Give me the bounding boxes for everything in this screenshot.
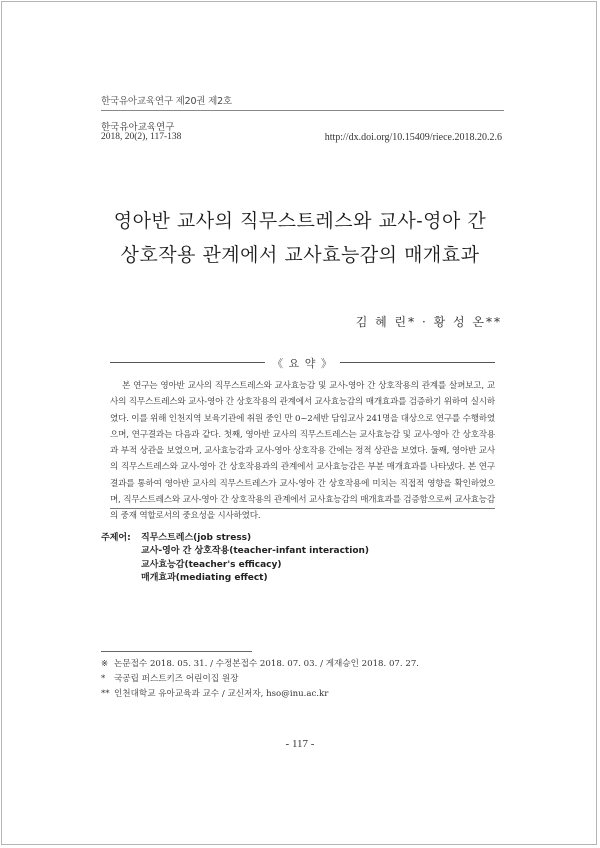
page-number: - 117 -	[285, 738, 315, 750]
keywords-block	[101, 532, 369, 586]
footnote-received: ※ 논문접수 2018. 05. 31. / 수정본접수 2018. 07. 03. / 게재승인 2018. 07. 27.	[101, 659, 420, 669]
abstract-heading-row	[110, 355, 495, 369]
abstract-heading-rule-left	[110, 362, 265, 363]
journal-name: 한국유아교육연구	[101, 122, 175, 133]
doi-link[interactable]: http://dx.doi.org/10.15409/riece.2018.20.2.6	[324, 132, 502, 143]
abstract-heading-rule-right	[340, 362, 495, 363]
keywords-label: 주제어:	[101, 533, 131, 543]
keyword-item: 교사-영아 간 상호작용(teacher-infant interaction)	[141, 546, 370, 557]
running-head: 한국유아교육연구 제20권 제2호	[101, 96, 232, 107]
header-rule	[101, 110, 504, 111]
keyword-item: 매개효과(mediating effect)	[141, 573, 268, 584]
keyword-row	[101, 532, 369, 545]
abstract-heading: 《 요 약 》	[272, 357, 333, 370]
abstract-body: 본 연구는 영아반 교사의 직무스트레스와 교사효능감 및 교사-영아 간 상호작용의 관계를 살펴보고, 교사의 직무스트레스와 교사-영아 간 상호작용의 관계에서 교사효능감의 매개효과를 검증하기 위하여 실시하였다. 이를 위해 인천지역 보육기관에 취원 중인 만 0~2세반 담임교사 241명을 대상으로 연구를 수행하였으며, 연구결과는 다음과 같다. 첫째, 영아반 교사의 직무스트레스는 교사효능감 및 교사-영아 간 상호작용과 부적 상관을 보였으며, 교사효능감과 교사-영아 상호작용 간에는 정적 상관을 보였다. 둘째, 영아반 교사의 직무스트레스와 교사-영아 간 상호작용과의 관계에서 교사효능감은 부분 매개효과를 나타냈다. 본 연구결과를 통하여 영아반 교사의 직무스트레스가 교사-영아 간 상호작용에 미치는 직접적 영향을 확인하였으며, 직무스트레스와 교사-영아 간 상호작용의 관계에서 교사효능감의 매개효과를 검증함으로써 교사효능감의 중재 역할로서의 중요성을 시사하였다.	[110, 381, 495, 522]
footnote-rule	[101, 651, 252, 652]
keyword-item: 직무스트레스(job stress)	[141, 533, 252, 543]
authors: 김 혜 린* · 황 성 온**	[355, 315, 502, 329]
keyword-row	[101, 572, 369, 585]
abstract-bottom-rule	[110, 508, 495, 509]
paper-title-line-2: 상호작용 관계에서 교사효능감의 매개효과	[120, 244, 480, 266]
footnote-corresponding-author: ** 인천대학교 유아교육과 교수 / 교신저자, hso@inu.ac.kr	[101, 689, 329, 699]
paper-title-line-1: 영아반 교사의 직무스트레스와 교사-영아 간	[113, 210, 487, 232]
footnotes	[101, 657, 419, 702]
journal-volume-pages: 2018, 20(2), 117-138	[101, 132, 182, 142]
footnote-first-author: * 국공립 퍼스트키즈 어린이집 원장	[101, 674, 239, 684]
keyword-row	[101, 545, 369, 558]
keyword-item: 교사효능감(teacher's efficacy)	[141, 559, 282, 570]
keyword-row	[101, 559, 369, 572]
